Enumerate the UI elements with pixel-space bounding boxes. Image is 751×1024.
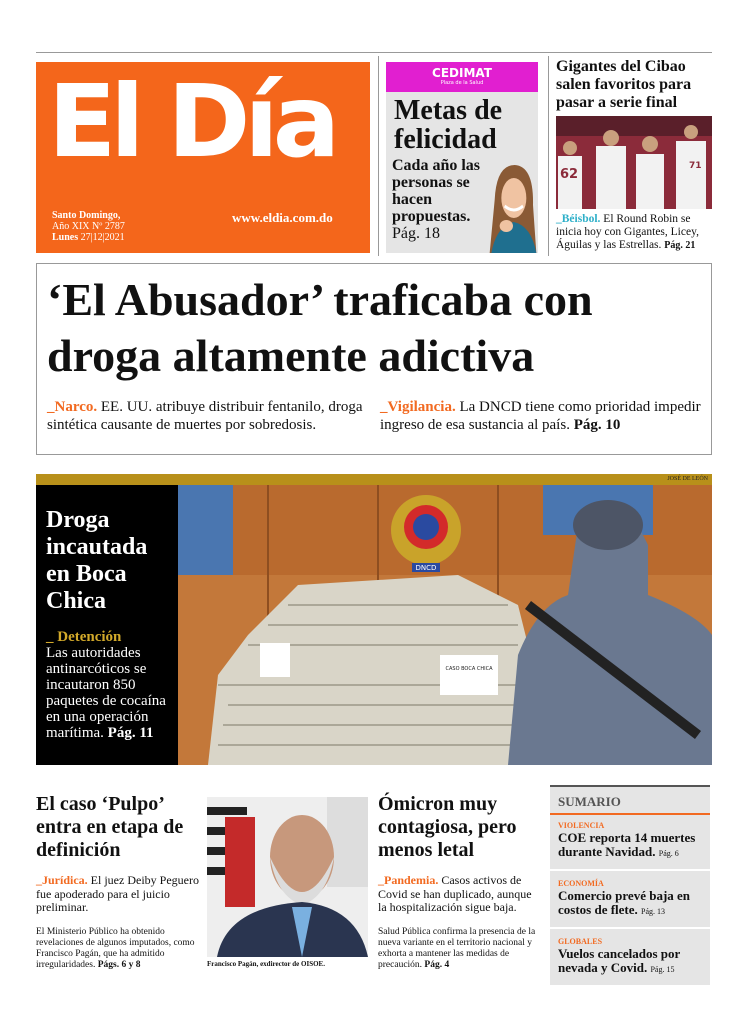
omicron-body: Salud Pública confirma la presencia de la nueva variante en el territorio nacional y exhorta a mantener las medidas de precaución. Pág. 4 [378, 926, 536, 970]
woman-photo [488, 160, 538, 253]
drug-seizure-photo [178, 485, 712, 765]
omicron-story[interactable] [378, 793, 543, 971]
promo-body [386, 154, 538, 253]
pulpo-headline: El caso ‘Pulpo’ entra en etapa de definición [36, 793, 184, 861]
city: Santo Domingo, [52, 210, 121, 221]
photo-caption: Francisco Pagán, exdirector de OISOE. [207, 960, 325, 968]
top-rule [36, 52, 712, 53]
sponsor-bar [386, 62, 538, 92]
baseball-page: Pág. 21 [664, 240, 696, 251]
jersey-number: 71 [689, 161, 702, 171]
francisco-pagan-photo [207, 797, 368, 957]
photo-credit: JOSÉ DE LEÓN [667, 476, 708, 482]
logo[interactable]: El Día [48, 63, 335, 180]
pulpo-body: El Ministerio Público ha obtenido revelaciones de algunos imputados, como Francisco Pagán, que ha admitido irregularidades. Págs. 6 y 8 [36, 926, 195, 970]
website-link[interactable]: www.eldia.com.do [232, 210, 333, 225]
feature-headline: Droga incautada en Boca Chica [46, 507, 148, 614]
sumario-item[interactable]: ECONOMÍA Comercio prevé baja en costos de flete. Pág. 13 [550, 871, 710, 929]
promo-box[interactable] [386, 62, 538, 253]
feature-bar [36, 474, 712, 485]
sumario-title: SUMARIO [550, 787, 710, 815]
day: Lunes [52, 232, 79, 243]
promo-title: Metas de felicidad [394, 95, 503, 155]
baseball-photo [556, 116, 712, 209]
omicron-headline: Ómicron muy contagiosa, pero menos letal [378, 793, 517, 861]
dncd-seal: DNCD [415, 564, 437, 572]
baseball-story[interactable] [556, 58, 714, 252]
lead-headline [47, 272, 701, 384]
sponsor-logo: CEDIMAT [432, 66, 492, 80]
feature-kicker: Detención [57, 629, 122, 645]
sumario-box [550, 785, 710, 985]
pulpo-story[interactable] [36, 793, 201, 971]
promo-text: Cada año las personas se hacen propuestas. Pág. 18 [392, 157, 481, 242]
baseball-headline: Gigantes del Cibao salen favoritos para pasar a serie final [556, 58, 692, 111]
date: 27|12|2021 [80, 232, 125, 243]
lead-story[interactable] [36, 263, 712, 455]
issue: Año XIX Nº 2787 [52, 221, 125, 232]
divider [548, 56, 549, 256]
feature-text: _ Detención Las autoridades antinarcóticos se incautaron 850 paquetes de cocaína en una operación marítima. Pág. 11 [46, 629, 166, 741]
evidence-sign: CASO BOCA CHICA [445, 666, 493, 672]
lead-sub-vigilancia: _Vigilancia. La DNCD tiene como prioridad impedir ingreso de esa sustancia al país. Pág. 10 [380, 399, 701, 433]
sumario-item[interactable]: GLOBALES Vuelos cancelados por nevada y Covid. Pág. 15 [558, 937, 681, 975]
jersey-number: 62 [560, 167, 579, 182]
headline-line: ‘El Abusador’ traficaba con [47, 274, 593, 325]
divider [378, 56, 379, 256]
sponsor-tagline: Plaza de la Salud [440, 80, 484, 86]
baseball-kicker: Béisbol. [561, 213, 601, 225]
headline-line: droga altamente adictiva [47, 330, 535, 381]
lead-sub-narco: _Narco. EE. UU. atribuye distribuir fentanilo, droga sintética causante de muertes por sobredosis. [47, 399, 363, 433]
baseball-text: El Round Robin se inicia hoy con Gigantes, Licey, Águilas y las Estrellas. [556, 213, 699, 251]
promo-page: Pág. 18 [392, 225, 440, 242]
masthead [36, 62, 370, 253]
edition-info [52, 210, 202, 243]
omicron-deck: _Pandemia. Casos activos de Covid se han duplicado, aunque la hospitalización sigue baja. [378, 873, 532, 914]
pulpo-deck: _Jurídica. El juez Deiby Peguero fue apoderado para el juicio preliminar. [36, 873, 199, 914]
baseball-caption: _Béisbol. El Round Robin se inicia hoy con Gigantes, Licey, Águilas y las Estrellas. Pág. 21 [556, 213, 699, 251]
sumario-item[interactable]: VIOLENCIA COE reporta 14 muertes durante Navidad. Pág. 6 [550, 815, 710, 871]
feature-panel[interactable] [36, 485, 178, 765]
